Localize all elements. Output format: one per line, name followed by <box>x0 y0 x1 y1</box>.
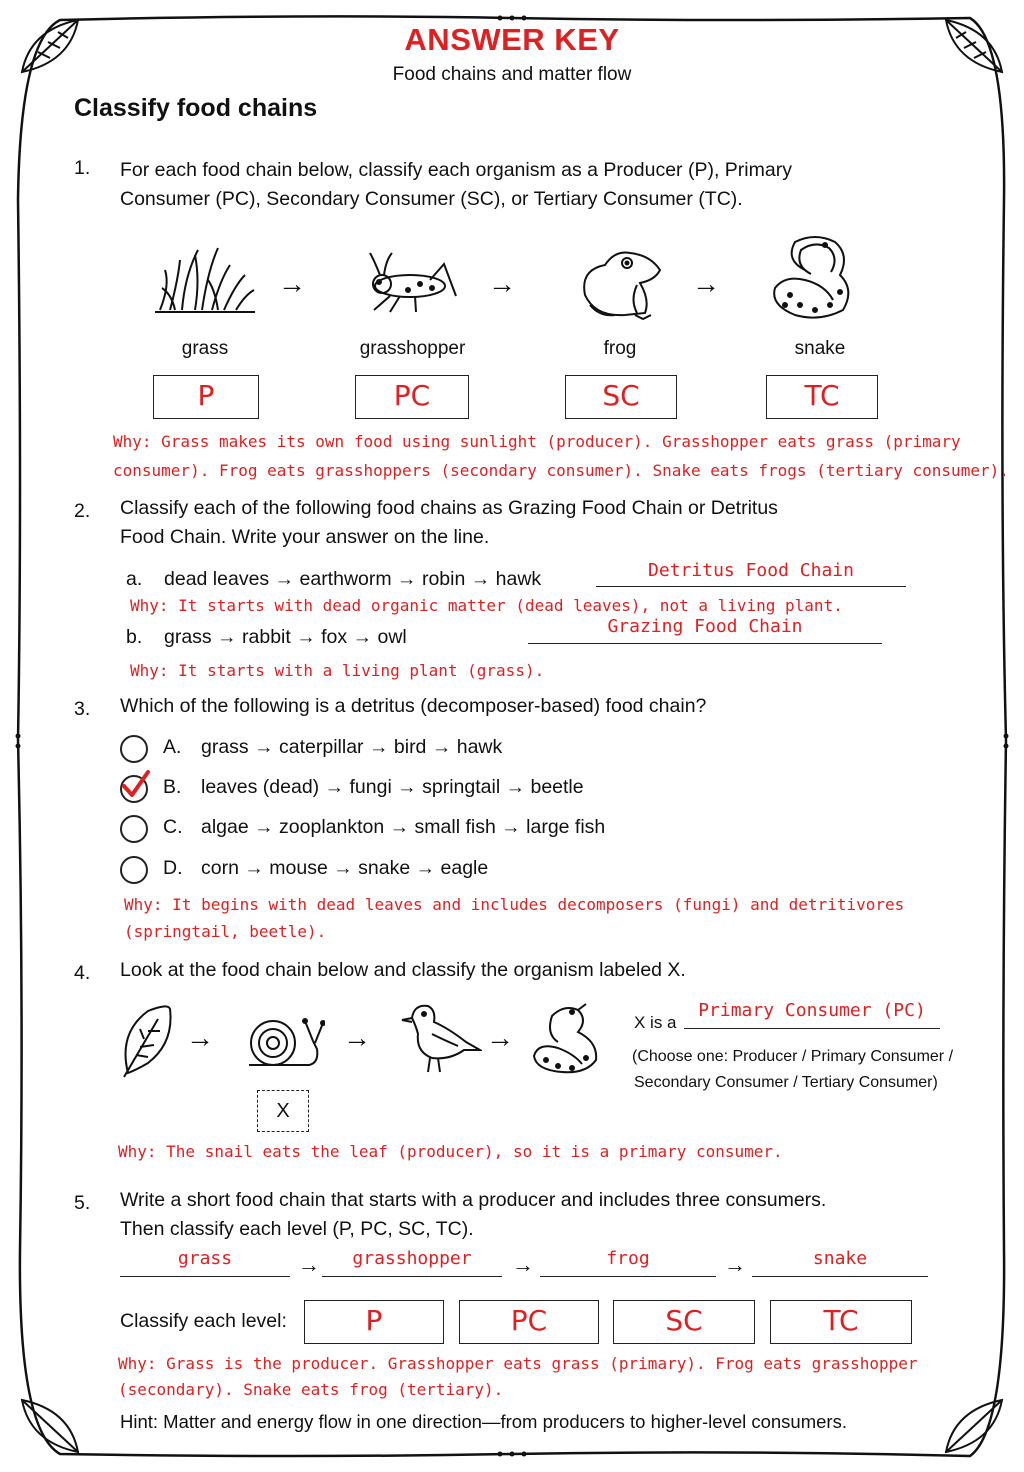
option-text: leaves (dead) → fungi → springtail → beetle <box>201 776 584 798</box>
x-is-a-label: X is a <box>634 1013 677 1032</box>
arrow: → <box>488 268 516 299</box>
frog-icon <box>575 245 665 323</box>
q5-why-line1: Why: Grass is the producer. Grasshopper eats grass (primary). Frog eats grasshopper <box>118 1354 918 1373</box>
q4-answer-line[interactable]: Primary Consumer (PC) <box>684 1000 940 1029</box>
option-text: grass → caterpillar → bird → hawk <box>201 736 503 758</box>
arrow: → <box>692 268 720 299</box>
q3-why-line2: (springtail, beetle). <box>124 922 327 941</box>
answer-box[interactable]: TC <box>766 375 878 419</box>
q2a-why: Why: It starts with dead organic matter (dead leaves), not a living plant. <box>130 596 843 615</box>
answer-box[interactable]: SC <box>565 375 677 419</box>
arrow: → <box>486 1022 514 1053</box>
question-number: 5. <box>74 1192 91 1214</box>
arrow: → <box>278 268 306 299</box>
page-subtitle: Food chains and matter flow <box>392 64 632 85</box>
question-number: 3. <box>74 698 91 720</box>
chain-answer-line[interactable]: grass <box>120 1248 290 1277</box>
q2a-letter: a. <box>126 568 143 590</box>
level-box[interactable]: TC <box>770 1300 912 1344</box>
section-title: Classify food chains <box>74 94 318 122</box>
option-radio[interactable] <box>120 735 148 763</box>
arrow: → <box>512 1252 534 1277</box>
page-title: ANSWER KEY <box>404 22 620 57</box>
answer-box[interactable]: PC <box>355 375 469 419</box>
q5-text-line1: Write a short food chain that starts with a producer and includes three consumers. <box>120 1189 827 1211</box>
bird-icon <box>400 998 482 1076</box>
option-text: corn → mouse → snake → eagle <box>201 857 489 879</box>
q2b-why: Why: It starts with a living plant (grass). <box>130 661 545 680</box>
option-letter: A. <box>163 736 182 758</box>
q4-question: Look at the food chain below and classify the organism labeled X. <box>120 959 686 981</box>
question-number: 2. <box>74 500 91 522</box>
organism-label: snake <box>794 338 846 359</box>
arrow: → <box>724 1252 746 1277</box>
option-letter: B. <box>163 776 182 798</box>
level-box[interactable]: P <box>304 1300 444 1344</box>
q2-text-line1: Classify each of the following food chains as Grazing Food Chain or Detritus <box>120 497 778 519</box>
question-number: 4. <box>74 962 91 984</box>
grass-icon <box>150 240 260 320</box>
q2-text-line2: Food Chain. Write your answer on the line. <box>120 526 490 548</box>
arrow: → <box>298 1252 320 1277</box>
q2a-chain: dead leaves → earthworm → robin → hawk <box>164 568 542 590</box>
snake-icon <box>765 230 860 325</box>
hint-text: Hint: Matter and energy flow in one direction—from producers to higher-level consumers. <box>120 1411 847 1432</box>
snail-icon <box>243 1013 325 1073</box>
q2b-answer-line[interactable]: Grazing Food Chain <box>528 616 882 644</box>
q3-why-line1: Why: It begins with dead leaves and includes decomposers (fungi) and detritivores <box>124 895 905 914</box>
chain-answer-line[interactable]: frog <box>540 1248 716 1277</box>
option-radio[interactable] <box>120 815 148 843</box>
arrow: → <box>343 1022 371 1053</box>
q2b-letter: b. <box>126 626 143 648</box>
option-radio[interactable] <box>120 856 148 884</box>
q1-why-line2: consumer). Frog eats grasshoppers (secondary consumer). Snake eats frogs (tertiary consumer). <box>113 461 1009 480</box>
option-letter: C. <box>163 816 183 838</box>
arrow: → <box>186 1022 214 1053</box>
q4-why: Why: The snail eats the leaf (producer), so it is a primary consumer. <box>118 1142 783 1161</box>
classify-level-label: Classify each level: <box>120 1310 287 1332</box>
q5-text-line2: Then classify each level (P, PC, SC, TC). <box>120 1218 474 1240</box>
chain-answer-line[interactable]: snake <box>752 1248 928 1277</box>
grasshopper-icon <box>360 250 460 320</box>
x-label-box: X <box>257 1090 309 1132</box>
q1-text-line2: Consumer (PC), Secondary Consumer (SC), or Tertiary Consumer (TC). <box>120 188 743 210</box>
q5-why-line2: (secondary). Snake eats frog (tertiary). <box>118 1380 504 1399</box>
chain-answer-line[interactable]: grasshopper <box>322 1248 502 1277</box>
leaf-icon <box>118 1003 174 1079</box>
level-box[interactable]: PC <box>459 1300 599 1344</box>
check-mark-icon <box>118 768 152 802</box>
q1-text-line1: For each food chain below, classify each organism as a Producer (P), Primary <box>120 159 792 181</box>
q2b-chain: grass → rabbit → fox → owl <box>164 626 407 648</box>
q3-question: Which of the following is a detritus (decomposer-based) food chain? <box>120 695 707 717</box>
q4-choose-line2: Secondary Consumer / Tertiary Consumer) <box>634 1074 938 1091</box>
q2a-answer-line[interactable]: Detritus Food Chain <box>596 560 906 587</box>
answer-box[interactable]: P <box>153 375 259 419</box>
q4-choose-line1: (Choose one: Producer / Primary Consumer / <box>632 1048 954 1065</box>
snake-icon <box>528 1002 604 1078</box>
organism-label: frog <box>603 338 637 359</box>
option-letter: D. <box>163 857 183 879</box>
organism-label: grass <box>181 338 229 359</box>
organism-label: grasshopper <box>359 338 466 359</box>
level-box[interactable]: SC <box>613 1300 755 1344</box>
q1-why-line1: Why: Grass makes its own food using sunlight (producer). Grasshopper eats grass (primary <box>113 432 961 451</box>
question-number: 1. <box>74 157 91 179</box>
option-text: algae → zooplankton → small fish → large fish <box>201 816 606 838</box>
